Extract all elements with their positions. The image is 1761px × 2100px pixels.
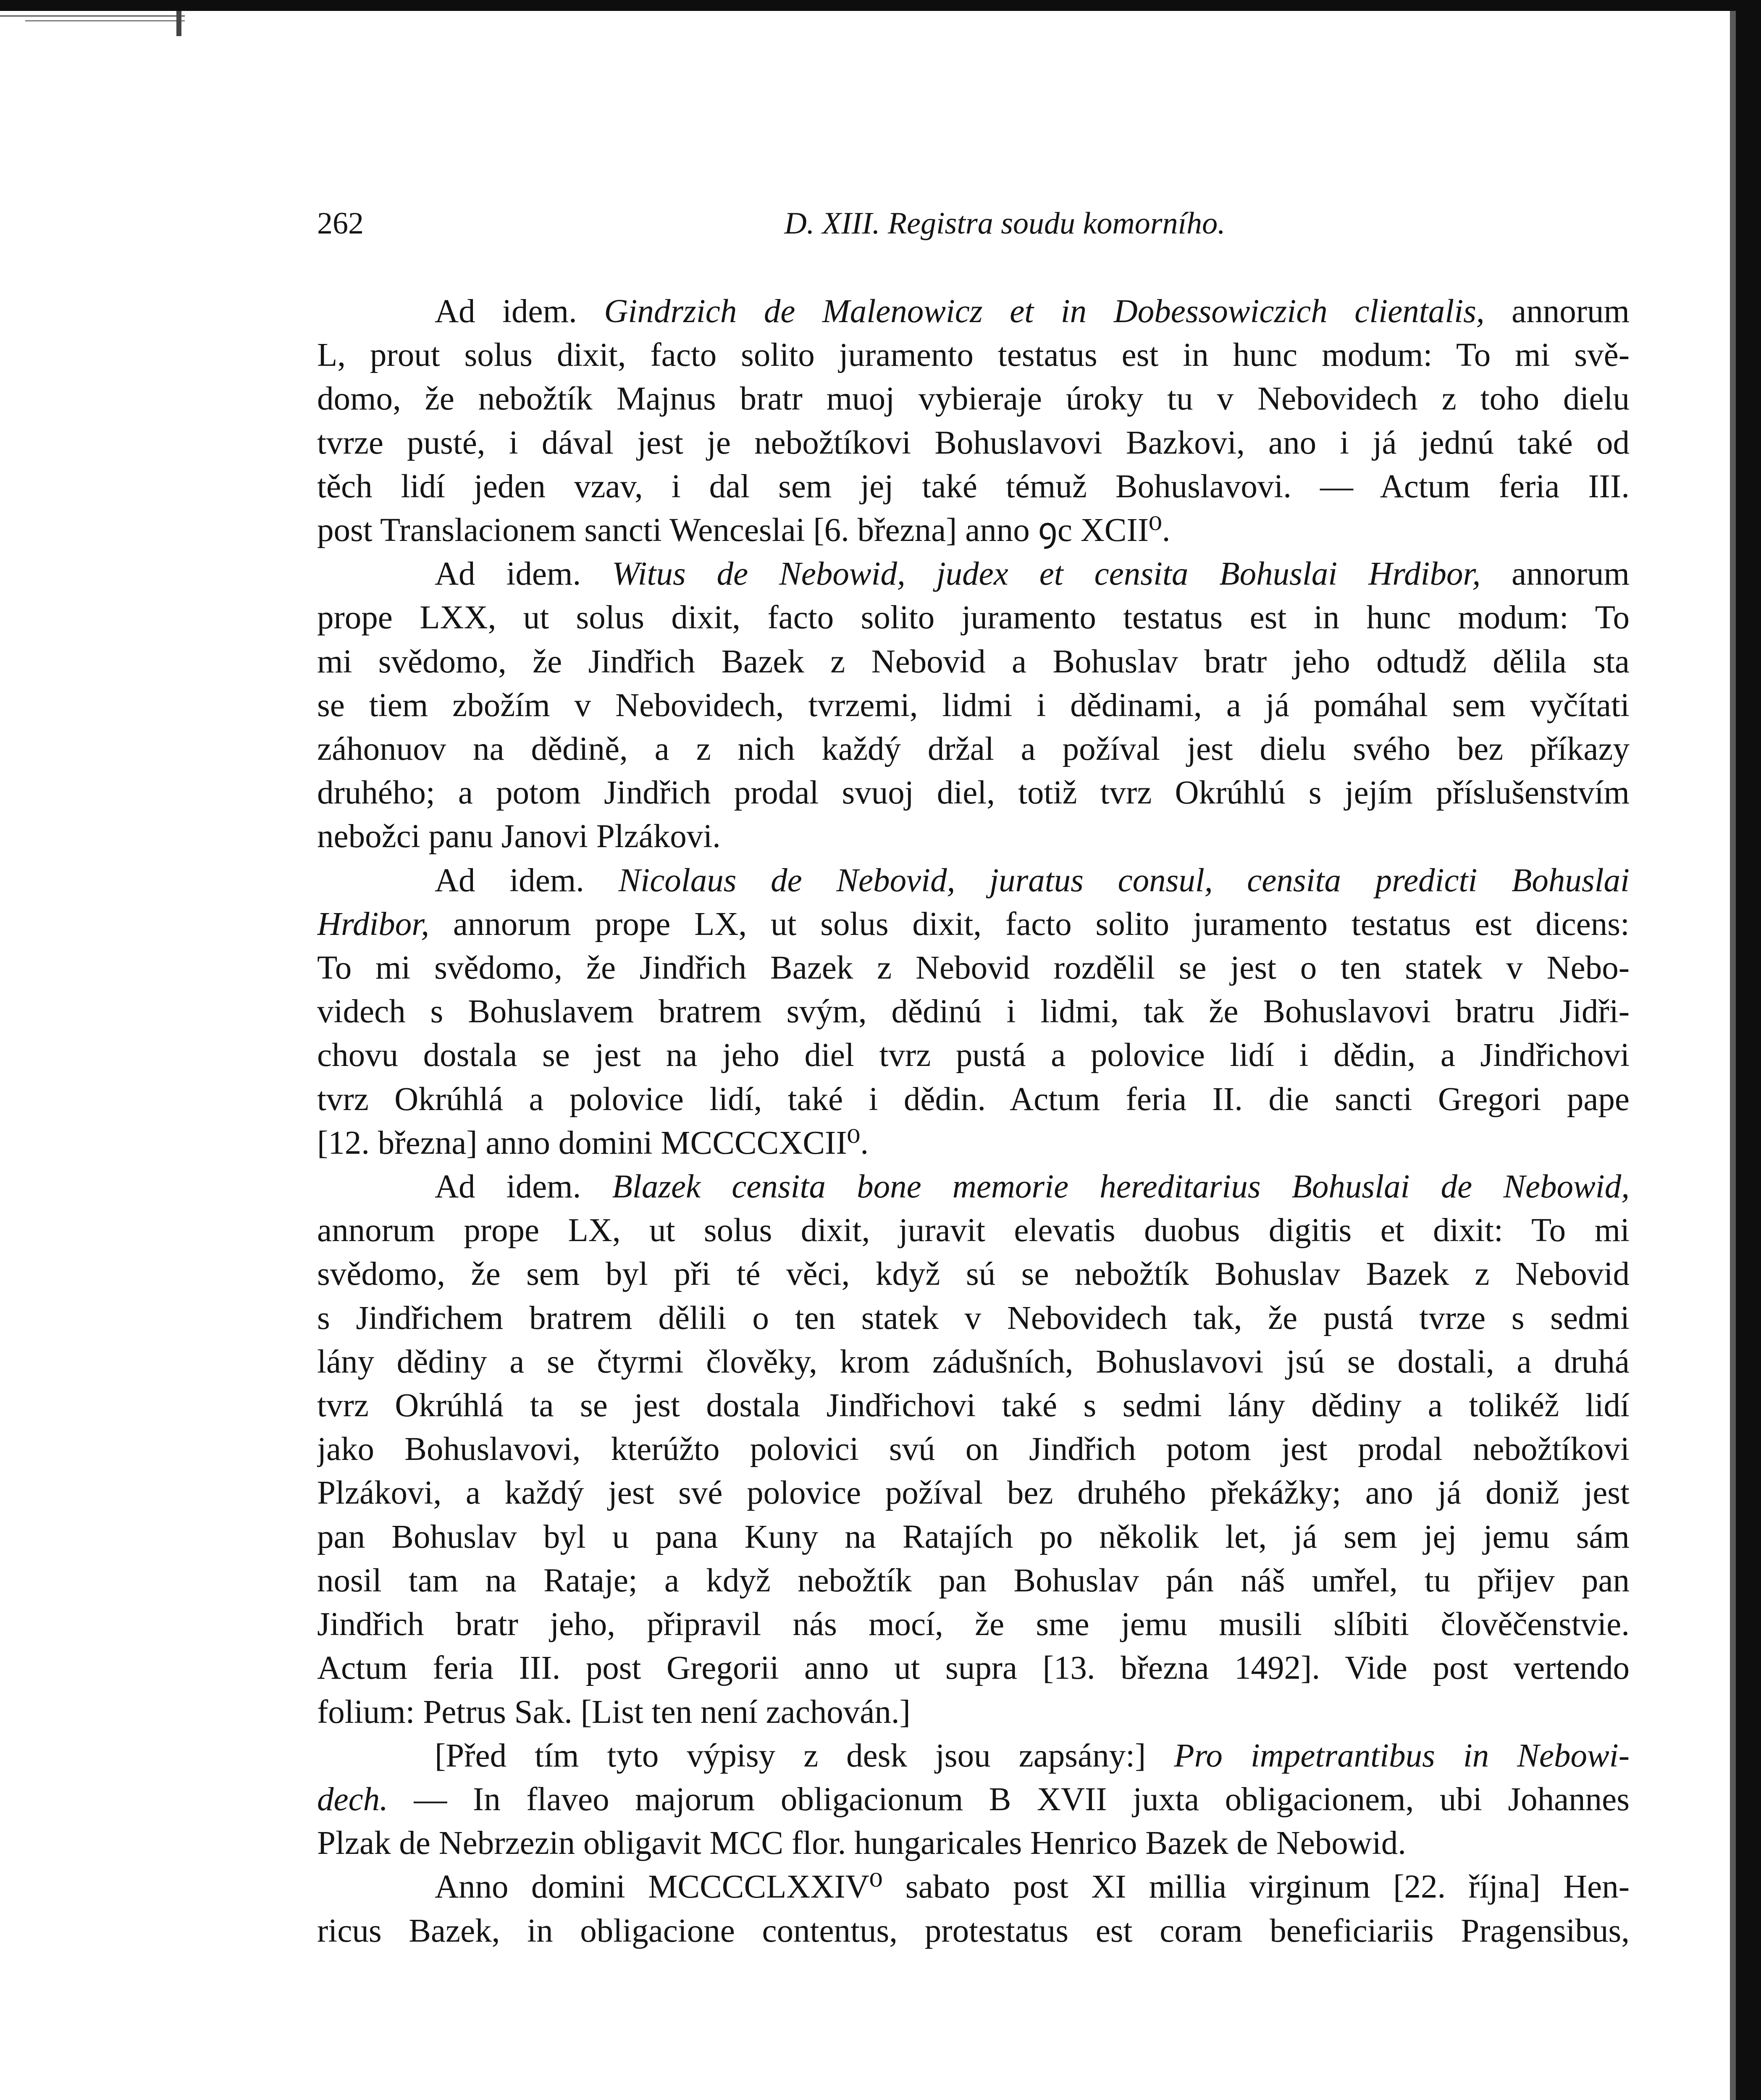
text-line: druhého; a potom Jindřich prodal svuoj diel, totiž tvrz Okrúhlú s jejím příslušenstvím: [317, 774, 1630, 811]
text-line: videch s Bohuslavem bratrem svým, dědinú i lidmi, tak že Bohuslavovi bratru Jidři-: [317, 993, 1630, 1030]
text-line: [12. března] anno domini MCCCCXCII⁰.: [317, 1124, 869, 1161]
paragraph-pred-tim: [317, 1734, 1630, 1866]
book-page: [317, 197, 1630, 1953]
text-line: Ad idem. Gindrzich de Malenowicz et in Dobessowiczich clientalis, annorum: [435, 293, 1630, 330]
scan-border-shadow: [1730, 11, 1736, 2100]
paragraph-gindrzich: [317, 290, 1630, 552]
paragraph-witus: [317, 552, 1630, 858]
paragraph-anno-domini: [317, 1865, 1630, 1953]
page-number: 262: [317, 206, 364, 241]
text-line: Plzak de Nebrzezin obligavit MCC flor. hungaricales Henrico Bazek de Nebowid.: [317, 1825, 1407, 1862]
text-line: tvrz Okrúhlá ta se jest dostala Jindřichovi také s sedmi lány dědiny a tolikéž lidí: [317, 1387, 1630, 1424]
text-line: těch lidí jeden vzav, i dal sem jej také témuž Bohuslavovi. — Actum feria III.: [317, 468, 1630, 505]
text-line: domo, že nebožtík Majnus bratr muoj vybieraje úroky tu v Nebovidech z toho dielu: [317, 381, 1630, 417]
text-line: Anno domini MCCCCLXXIV⁰ sabato post XI millia virginum [22. října] Hen-: [435, 1869, 1630, 1906]
text-line: L, prout solus dixit, facto solito juramento testatus est in hunc modum: To mi svě-: [317, 337, 1630, 374]
text-line: Jindřich bratr jeho, připravil nás mocí, že sme jemu musili slíbiti člověčenstvie.: [317, 1606, 1630, 1643]
text-line: prope LXX, ut solus dixit, facto solito juramento testatus est in hunc modum: To: [317, 599, 1630, 636]
text-line: ricus Bazek, in obligacione contentus, protestatus est coram beneficiariis Pragensibus,: [317, 1912, 1630, 1949]
text-line: se tiem zbožím v Nebovidech, tvrzemi, lidmi i dědinami, a já pomáhal sem vyčítati: [317, 687, 1630, 724]
text-line: [Před tím tyto výpisy z desk jsou zapsány:] Pro impetrantibus in Nebowi-: [435, 1737, 1630, 1774]
scan-corner-mark: [0, 11, 197, 36]
text-line: Ad idem. Witus de Nebowid, judex et censita Bohuslai Hrdibor, annorum: [435, 556, 1630, 593]
text-line: s Jindřichem bratrem dělili o ten statek v Nebovidech tak, že pustá tvrze s sedmi: [317, 1299, 1630, 1336]
page-header: [317, 197, 1630, 244]
text-line: chovu dostala se jest na jeho diel tvrz pustá a polovice lidí i dědin, a Jindřichovi: [317, 1037, 1630, 1074]
text-line: záhonuov na dědině, a z nich každý držal a požíval jest dielu svého bez příkazy: [317, 731, 1630, 768]
text-line: Hrdibor, annorum prope LX, ut solus dixit, facto solito juramento testatus est dicens:: [317, 906, 1630, 942]
text-line: Ad idem. Nicolaus de Nebovid, juratus consul, censita predicti Bohuslai: [435, 862, 1630, 899]
text-line: jako Bohuslavovi, kterúžto polovici svú on Jindřich potom jest prodal nebožtíkovi: [317, 1431, 1630, 1468]
running-title: D. XIII. Registra soudu komorního.: [784, 206, 1226, 241]
text-line: nebožci panu Janovi Plzákovi.: [317, 818, 721, 855]
text-line: annorum prope LX, ut solus dixit, juravit elevatis duobus digitis et dixit: To mi: [317, 1212, 1630, 1249]
text-line: folium: Petrus Sak. [List ten není zachován.]: [317, 1693, 911, 1730]
text-line: To mi svědomo, že Jindřich Bazek z Nebovid rozdělil se jest o ten statek v Nebo-: [317, 950, 1630, 987]
text-line: tvrze pusté, i dával jest je nebožtíkovi Bohuslavovi Bazkovi, ano i já jednú také od: [317, 424, 1630, 461]
paragraph-blazek: [317, 1165, 1630, 1734]
text-line: Ad idem. Blazek censita bone memorie hereditarius Bohuslai de Nebowid,: [435, 1168, 1630, 1205]
paragraph-nicolaus: [317, 859, 1630, 1165]
text-line: nosil tam na Rataje; a když nebožtík pan Bohuslav pán náš umřel, tu přijev pan: [317, 1562, 1630, 1599]
text-line: Plzákovi, a každý jest své polovice požíval bez druhého překážky; ano já doniž jest: [317, 1475, 1630, 1512]
text-line: svědomo, že sem byl při té věci, když sú se nebožtík Bohuslav Bazek z Nebovid: [317, 1256, 1630, 1293]
text-line: dech. — In flaveo majorum obligacionum B XVII juxta obligacionem, ubi Johannes: [317, 1781, 1630, 1818]
text-line: pan Bohuslav byl u pana Kuny na Ratajích po několik let, já sem jej jemu sám: [317, 1518, 1630, 1555]
text-line: mi svědomo, že Jindřich Bazek z Nebovid a Bohuslav bratr jeho odtudž dělila sta: [317, 643, 1630, 680]
text-line: tvrz Okrúhlá a polovice lidí, také i dědin. Actum feria II. die sancti Gregori pape: [317, 1081, 1630, 1118]
text-line: lány dědiny a se čtyrmi člověky, krom zádušních, Bohuslavovi jsú se dostali, a druhá: [317, 1343, 1630, 1380]
body-text: [317, 290, 1630, 1953]
text-line: post Translacionem sancti Wenceslai [6. března] anno ꝯc XCII⁰.: [317, 512, 1171, 549]
text-line: Actum feria III. post Gregorii anno ut supra [13. března 1492]. Vide post vertendo: [317, 1650, 1630, 1687]
scan-border-right: [1736, 0, 1761, 2100]
scan-border-top: [0, 0, 1761, 11]
